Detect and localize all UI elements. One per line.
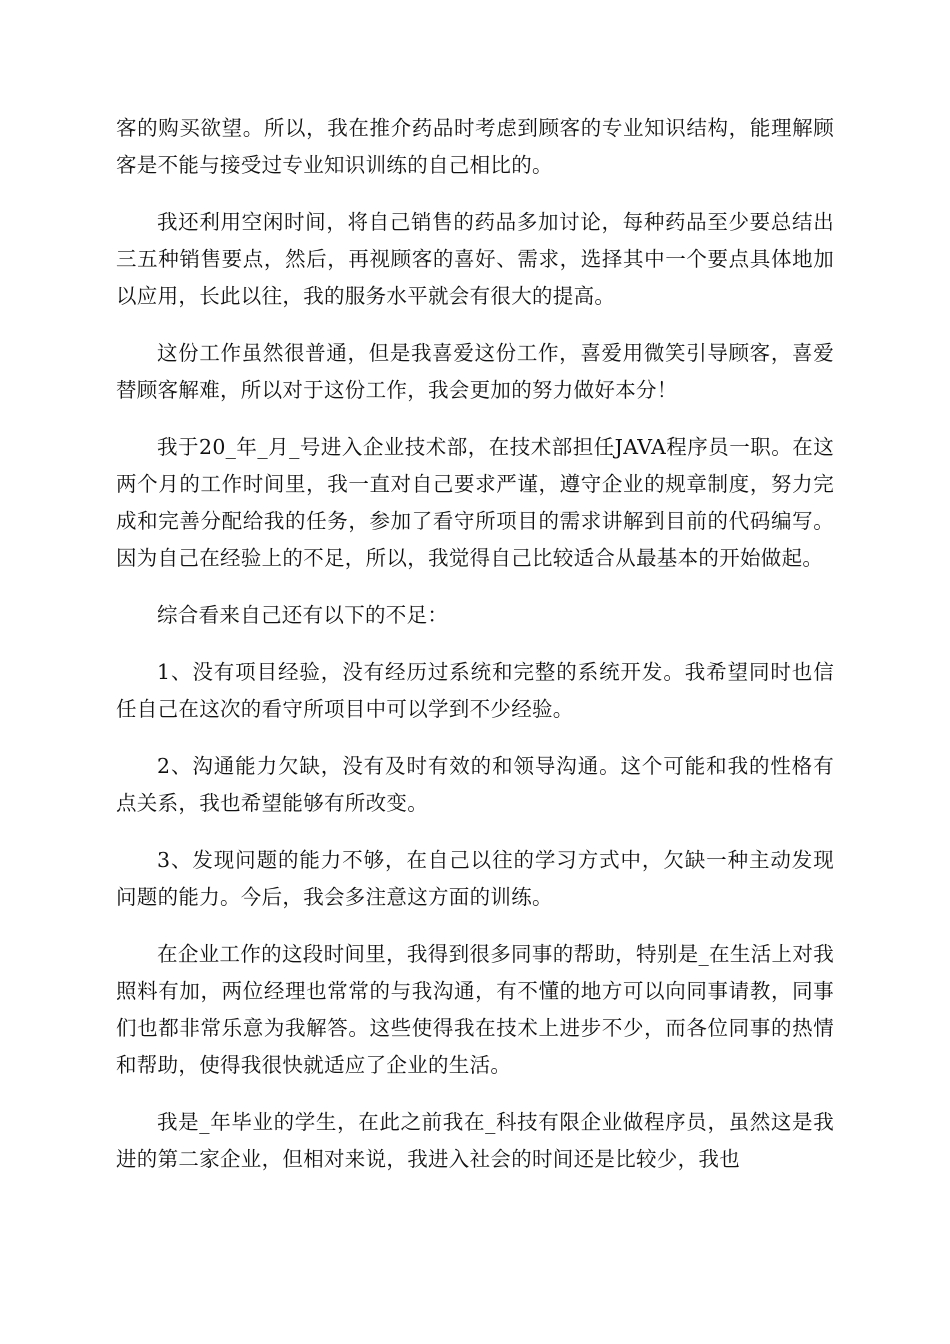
paragraph-1: 客的购买欲望。所以，我在推介药品时考虑到顾客的专业知识结构，能理解顾客是不能与接受过专业知识训练的自己相比的。 xyxy=(116,116,834,177)
paragraph-2: 我还利用空闲时间，将自己销售的药品多加讨论，每种药品至少要总结出三五种销售要点，然后，再视顾客的喜好、需求，选择其中一个要点具体地加以应用，长此以往，我的服务水平就会有很大的提高。 xyxy=(116,210,834,308)
document-body xyxy=(116,110,834,1198)
paragraph-5: 综合看来自己还有以下的不足： xyxy=(157,603,449,627)
paragraph-7: 2、沟通能力欠缺，没有及时有效的和领导沟通。这个可能和我的性格有点关系，我也希望能够有所改变。 xyxy=(116,754,834,815)
paragraph-8: 3、发现问题的能力不够，在自己以往的学习方式中，欠缺一种主动发现问题的能力。今后，我会多注意这方面的训练。 xyxy=(116,848,834,909)
paragraph-6: 1、没有项目经验，没有经历过系统和完整的系统开发。我希望同时也信任自己在这次的看守所项目中可以学到不少经验。 xyxy=(116,660,834,721)
paragraph-3: 这份工作虽然很普通，但是我喜爱这份工作，喜爱用微笑引导顾客，喜爱替顾客解难，所以对于这份工作，我会更加的努力做好本分！ xyxy=(116,341,834,402)
paragraph-9: 在企业工作的这段时间里，我得到很多同事的帮助，特别是_在生活上对我照料有加，两位经理也常常的与我沟通，有不懂的地方可以向同事请教，同事们也都非常乐意为我解答。这些使得我在技术上进步不少，而各位同事的热情和帮助，使得我很快就适应了企业的生活。 xyxy=(116,942,834,1077)
paragraph-10: 我是_年毕业的学生，在此之前我在_科技有限企业做程序员，虽然这是我进的第二家企业，但相对来说，我进入社会的时间还是比较少，我也 xyxy=(116,1110,834,1171)
paragraph-4: 我于20_年_月_号进入企业技术部，在技术部担任JAVA程序员一职。在这两个月的工作时间里，我一直对自己要求严谨，遵守企业的规章制度，努力完成和完善分配给我的任务，参加了看守所项目的需求讲解到目前的代码编写。因为自己在经验上的不足，所以，我觉得自己比较适合从最基本的开始做起。 xyxy=(116,435,834,570)
